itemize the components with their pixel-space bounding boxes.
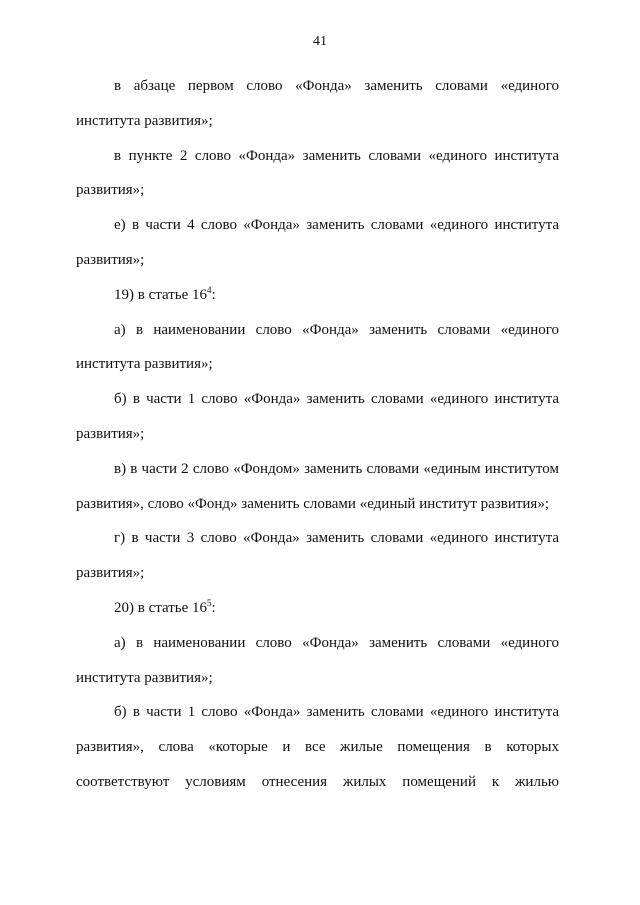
- paragraph: б) в части 1 слово «Фонда» заменить словами «единого института развития»;: [76, 391, 559, 442]
- article-heading-colon: :: [211, 599, 216, 616]
- paragraph: в абзаце первом слово «Фонда» заменить словами «единого института развития»;: [76, 78, 559, 129]
- paragraph: в) в части 2 слово «Фондом» заменить словами «единым институтом развития», слово «Фонд» заменить словами «единый институт развития»;: [76, 460, 559, 512]
- paragraph: а) в наименовании слово «Фонда» заменить словами «единого института развития»;: [76, 634, 559, 686]
- paragraph: г) в части 3 слово «Фонда» заменить словами «единого института развития»;: [76, 530, 559, 582]
- paragraph: в пункте 2 слово «Фонда» заменить словами «единого института развития»;: [76, 147, 559, 199]
- article-superscript: 4: [207, 284, 212, 295]
- document-body: [76, 69, 559, 800]
- article-heading-text: 20) в статье 16: [114, 599, 208, 616]
- article-heading-colon: :: [211, 286, 216, 303]
- paragraph: б) в части 1 слово «Фонда» заменить словами «единого института развития», слова «которые и все жилые помещения в которых соответствуют условиям отнесения жилых помещений к жилью: [76, 704, 559, 790]
- article-superscript: 5: [207, 597, 212, 608]
- article-heading: [76, 278, 559, 313]
- page-number: 41: [313, 34, 327, 49]
- paragraph: а) в наименовании слово «Фонда» заменить словами «единого института развития»;: [76, 321, 559, 373]
- article-heading-text: 19) в статье 16: [114, 286, 208, 303]
- paragraph: е) в части 4 слово «Фонда» заменить словами «единого института развития»;: [76, 217, 559, 268]
- article-heading: [76, 591, 559, 626]
